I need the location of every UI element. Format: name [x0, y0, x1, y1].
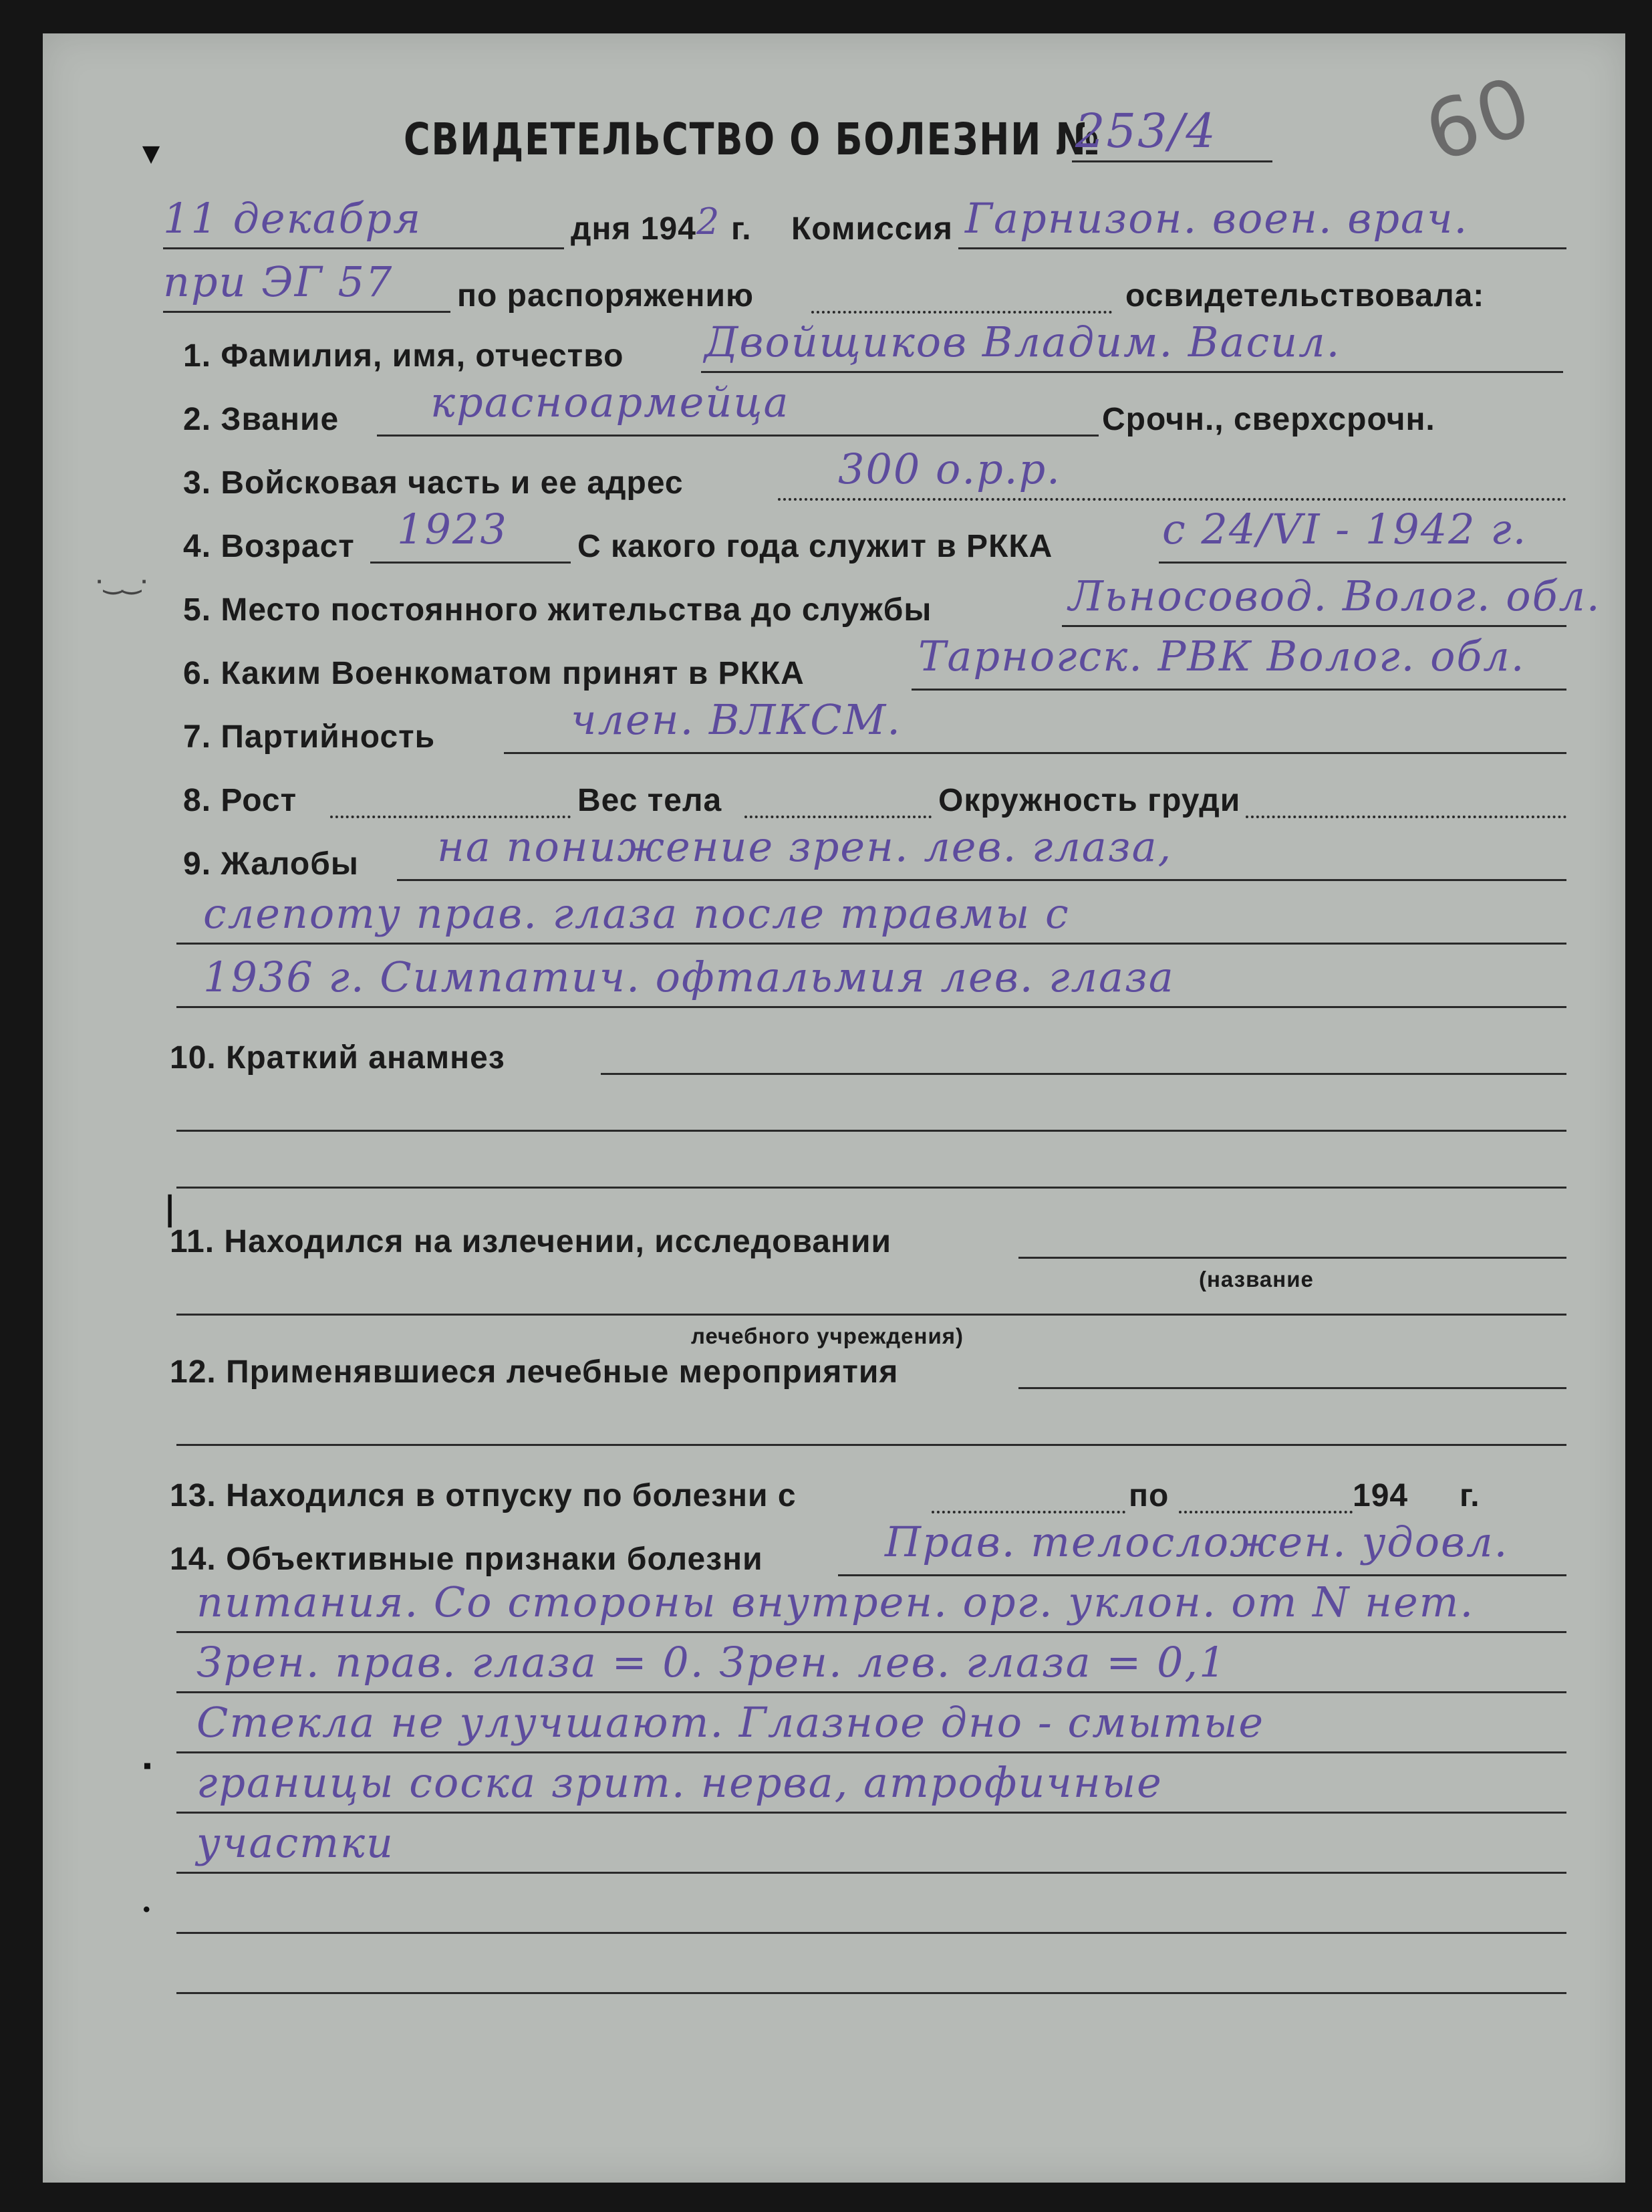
- field-14-value-4: Стекла не улучшают. Глазное дно - смытые: [196, 1698, 1265, 1747]
- field-4-value-2: с 24/VI - 1942 г.: [1162, 505, 1528, 554]
- field-4-value: 1923: [397, 505, 508, 554]
- field-9-value-1: на понижение зрен. лев. глаза,: [437, 822, 1173, 871]
- weight-label: Вес тела: [577, 783, 722, 818]
- field-13-year: 194: [1353, 1478, 1409, 1513]
- field-13-from-line: [932, 1511, 1125, 1513]
- chest-line: [1246, 816, 1566, 818]
- field-14-value-2: питания. Со стороны внутрен. орг. уклон. от N нет.: [196, 1578, 1475, 1626]
- field-6-line: [912, 689, 1566, 691]
- order-label: по распоряжению: [457, 278, 754, 314]
- field-10-line-3: [176, 1187, 1566, 1189]
- field-12-label: 12. Применявшиеся лечебные мероприятия: [170, 1354, 899, 1390]
- chest-label: Окружность груди: [938, 783, 1241, 818]
- commission-line-2: [163, 311, 450, 313]
- field-13-to: по: [1129, 1478, 1169, 1513]
- field-11-note-2: лечебного учреждения): [691, 1324, 964, 1348]
- field-13-g: г.: [1460, 1478, 1480, 1513]
- field-9-value-2: слепоту прав. глаза после травмы с: [203, 889, 1070, 938]
- field-4-mid: С какого года служит в РККА: [577, 529, 1053, 564]
- field-14-value-6: участки: [196, 1818, 394, 1867]
- field-9-line-3: [176, 1006, 1566, 1008]
- margin-mark: ▾: [143, 135, 160, 170]
- field-14-line-4: [176, 1751, 1566, 1753]
- field-1-line: [701, 371, 1563, 373]
- field-10-label: 10. Краткий анамнез: [170, 1040, 505, 1076]
- field-11-line-2: [176, 1314, 1566, 1316]
- field-4-label: 4. Возраст: [183, 529, 355, 564]
- commission-value: Гарнизон. воен. врач.: [965, 194, 1469, 243]
- field-12-line-2: [176, 1444, 1566, 1446]
- field-8-label: 8. Рост: [183, 783, 297, 818]
- field-5-value: Льносовод. Волог. обл.: [1069, 572, 1601, 620]
- field-7-label: 7. Партийность: [183, 719, 436, 755]
- field-1-label: 1. Фамилия, имя, отчество: [183, 338, 624, 374]
- height-line: [330, 816, 571, 818]
- field-13-label: 13. Находился в отпуску по болезни с: [170, 1478, 797, 1513]
- field-6-value: Тарногск. РВК Волог. обл.: [918, 632, 1526, 681]
- year-digit: 2: [696, 201, 721, 243]
- field-14-line-7: [176, 1932, 1566, 1934]
- field-9-line-2: [176, 943, 1566, 945]
- field-2-value: красноармейца: [430, 378, 790, 426]
- field-9-label: 9. Жалобы: [183, 846, 359, 882]
- field-14-line-3: [176, 1691, 1566, 1693]
- year-suffix: г.: [731, 211, 752, 247]
- field-4-line: [370, 562, 571, 564]
- margin-mark-2: ❘: [156, 1191, 184, 1227]
- field-14-line-2: [176, 1631, 1566, 1633]
- field-10-line-1: [601, 1073, 1566, 1075]
- margin-scribble: ·‿‿·: [96, 569, 150, 594]
- weight-line: [744, 816, 932, 818]
- examined-label: освидетельствовала:: [1125, 278, 1485, 314]
- field-3-label: 3. Войсковая часть и ее адрес: [183, 465, 684, 501]
- field-7-value: член. ВЛКСМ.: [571, 695, 902, 744]
- field-14-line-6: [176, 1872, 1566, 1874]
- field-14-line-5: [176, 1812, 1566, 1814]
- certificate-form: [43, 33, 1625, 2183]
- field-14-line-8: [176, 1992, 1566, 1994]
- date-handwritten: 11 декабря: [163, 194, 422, 243]
- field-5-line: [1062, 625, 1566, 627]
- margin-mark-3: ▪: [143, 1751, 152, 1779]
- field-14-line-1: [838, 1574, 1566, 1576]
- order-line: [811, 311, 1112, 314]
- commission-line: [958, 247, 1566, 249]
- field-4-line-2: [1159, 562, 1566, 564]
- field-14-label: 14. Объективные признаки болезни: [170, 1542, 763, 1577]
- field-2-right: Срочн., сверхсрочн.: [1102, 402, 1435, 437]
- field-9-value-3: 1936 г. Симпатич. офтальмия лев. глаза: [203, 953, 1175, 1001]
- field-2-label: 2. Звание: [183, 402, 339, 437]
- cert-number-line: [1072, 160, 1272, 162]
- field-11-note-1: (название: [1199, 1267, 1314, 1292]
- field-11-label: 11. Находился на излечении, исследовании: [170, 1224, 892, 1259]
- field-7-line: [504, 752, 1566, 754]
- commission-value-2: при ЭГ 57: [163, 257, 394, 306]
- field-10-line-2: [176, 1130, 1566, 1132]
- field-14-value-1: Прав. телосложен. удовл.: [885, 1517, 1509, 1566]
- pencil-mark: 60: [1414, 59, 1543, 180]
- field-13-to-line: [1179, 1511, 1353, 1513]
- field-5-label: 5. Место постоянного жительства до службы: [183, 592, 932, 628]
- field-9-line-1: [397, 879, 1566, 881]
- field-12-line-1: [1018, 1387, 1566, 1389]
- field-6-label: 6. Каким Военкоматом принят в РККА: [183, 656, 805, 691]
- day-label: дня 194: [571, 211, 696, 247]
- field-11-line-1: [1018, 1257, 1566, 1259]
- field-1-value: Двойщиков Владим. Васил.: [704, 318, 1341, 366]
- certificate-number: 253/4: [1075, 104, 1217, 158]
- field-3-value: 300 о.р.р.: [838, 445, 1061, 493]
- form-title: СВИДЕТЕЛЬСТВО О БОЛЕЗНИ №: [404, 114, 1101, 165]
- date-line: [163, 247, 564, 249]
- field-2-line: [377, 435, 1099, 437]
- field-3-line: [778, 498, 1566, 501]
- field-14-value-3: Зрен. прав. глаза = 0. Зрен. лев. глаза = 0,1: [196, 1638, 1227, 1687]
- commission-label: Комиссия: [791, 211, 953, 247]
- margin-mark-4: •: [143, 1898, 150, 1921]
- field-14-value-5: границы соска зрит. нерва, атрофичные: [196, 1758, 1163, 1807]
